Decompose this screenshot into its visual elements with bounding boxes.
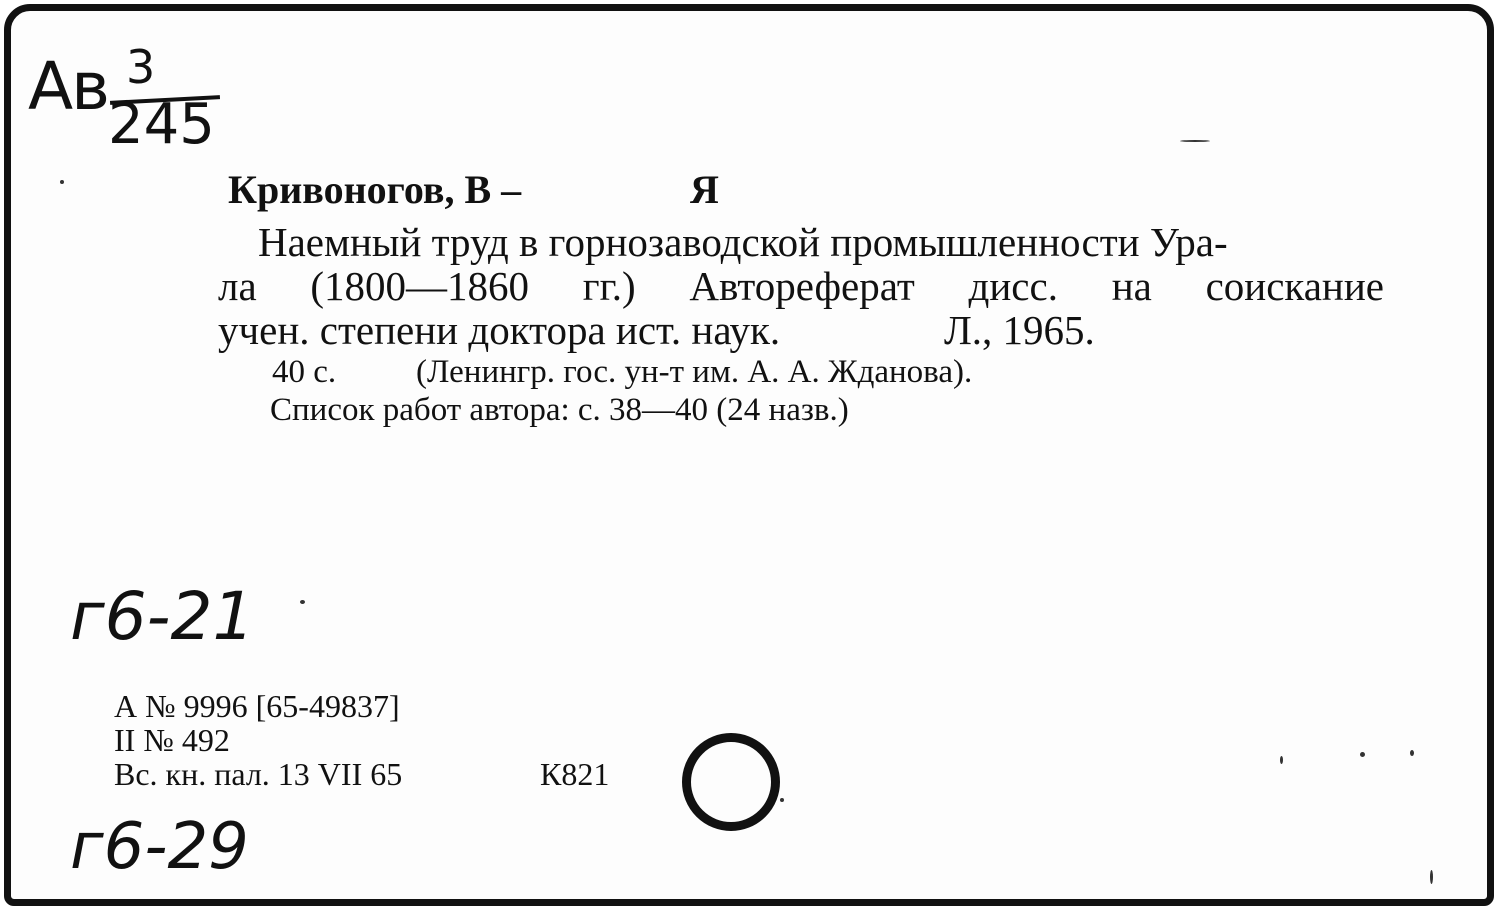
accession-line-1: А № 9996 [65-49837]: [114, 688, 400, 724]
speck: [1180, 140, 1210, 142]
punch-hole-circle: [682, 733, 780, 831]
title-line-1: Наемный труд в горнозаводской промышленности Ура-: [258, 219, 1228, 265]
author-name: Кривоногов, В –: [228, 167, 522, 212]
call-number-denominator: 245: [108, 92, 215, 157]
bibliography-note: Список работ автора: с. 38—40 (24 назв.): [270, 392, 849, 428]
speck: [1360, 752, 1365, 757]
handwritten-code-1: г6-21: [70, 578, 255, 655]
speck: [1430, 870, 1433, 884]
speck: [1280, 756, 1283, 764]
call-number-prefix: Ав: [28, 48, 109, 125]
page-count: 40 с.: [272, 354, 337, 390]
speck: [780, 798, 784, 802]
title-line-3: учен. степени доктора ист. наук.: [218, 307, 781, 353]
speck: [1410, 750, 1414, 756]
speck: [300, 600, 305, 604]
call-number-numerator: 3: [126, 40, 156, 94]
accession-line-3: Вс. кн. пал. 13 VII 65: [114, 756, 403, 792]
handwritten-code-2: г6-29: [70, 810, 249, 884]
author-initial: Я: [690, 167, 719, 212]
speck: [60, 180, 64, 184]
accession-code: К821: [540, 756, 610, 792]
place-year: Л., 1965.: [944, 307, 1095, 353]
title-line-2: ла (1800—1860 гг.) Автореферат дисс. на соискание: [218, 263, 1384, 309]
accession-line-2: II № 492: [114, 722, 230, 758]
publisher: (Ленингр. гос. ун-т им. А. А. Жданова).: [416, 354, 973, 390]
